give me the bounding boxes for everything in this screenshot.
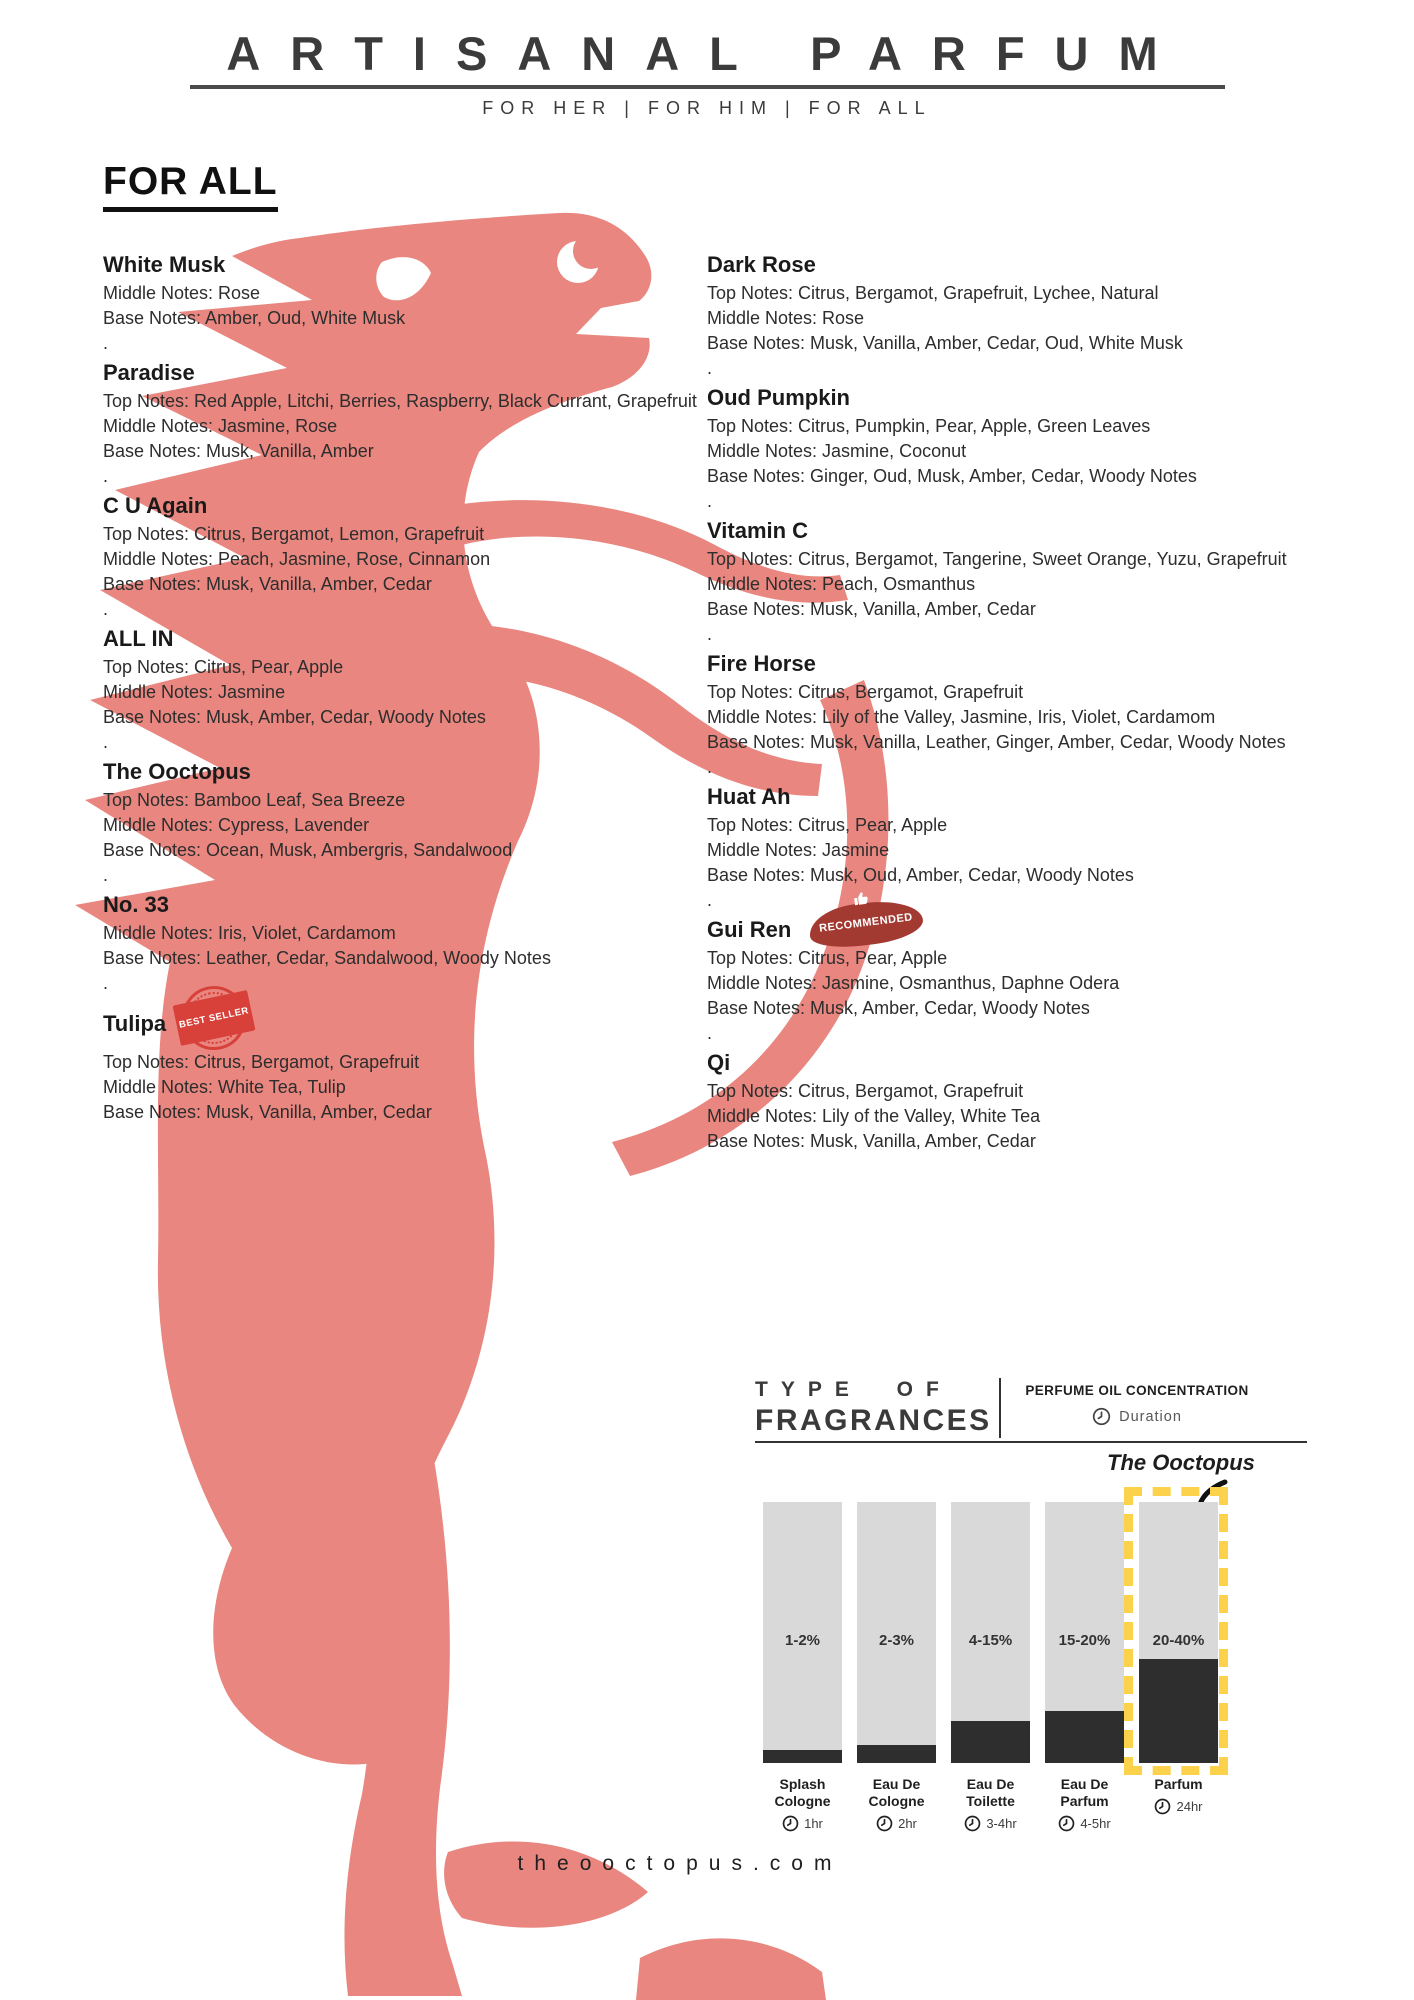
- note-line: Base Notes: Musk, Oud, Amber, Cedar, Woody Notes: [707, 865, 1134, 885]
- note-line: Base Notes: Leather, Cedar, Sandalwood, Woody Notes: [103, 948, 551, 968]
- note-line: Top Notes: Citrus, Pear, Apple: [103, 657, 344, 677]
- duration-value: 1hr: [804, 1816, 823, 1831]
- note-line: Middle Notes: Peach, Jasmine, Rose, Cinnamon: [103, 549, 491, 569]
- label-eau-de-cologne: [857, 1776, 936, 1832]
- perfume-name: ALL IN: [103, 626, 174, 651]
- entry-separator: .: [103, 599, 109, 619]
- entry-separator: .: [707, 1023, 713, 1043]
- note-line: Top Notes: Citrus, Bergamot, Grapefruit: [103, 1052, 420, 1072]
- concentration-label: 2-3%: [878, 1632, 915, 1649]
- recommended-badge-label: RECOMMENDED: [818, 910, 914, 935]
- category-name: Eau De Parfum: [1060, 1776, 1109, 1809]
- legend-duration: [1017, 1407, 1257, 1426]
- category-name: Eau De Cologne: [868, 1776, 925, 1809]
- entry-separator: .: [103, 732, 109, 752]
- entry-separator: .: [103, 865, 109, 885]
- section-title-for-all: FOR ALL: [103, 160, 278, 212]
- concentration-label: 20-40%: [1152, 1632, 1205, 1649]
- perfume-entry-c-u-again: [103, 489, 699, 622]
- note-line: Base Notes: Musk, Vanilla, Leather, Ginger, Amber, Cedar, Woody Notes: [707, 732, 1286, 752]
- legend-block: [1017, 1378, 1257, 1426]
- header: [0, 26, 1414, 119]
- perfume-name: Paradise: [103, 360, 195, 385]
- perfume-name: Vitamin C: [707, 518, 809, 543]
- chart-title: [755, 1378, 993, 1438]
- perfume-name: Fire Horse: [707, 651, 816, 676]
- perfume-entry-fire-horse: [707, 647, 1313, 780]
- entry-separator: .: [707, 358, 713, 378]
- perfume-entry-tulipa: [103, 996, 699, 1125]
- perfume-entry-the-ooctopus: [103, 755, 699, 888]
- note-line: Base Notes: Amber, Oud, White Musk: [103, 308, 406, 328]
- note-line: Middle Notes: White Tea, Tulip: [103, 1077, 346, 1097]
- bar-eau-de-cologne: [857, 1502, 936, 1763]
- duration-value: 24hr: [1176, 1799, 1203, 1814]
- note-line: Base Notes: Musk, Vanilla, Amber, Cedar: [707, 1131, 1036, 1151]
- clock-icon: [1058, 1815, 1075, 1832]
- category-name: Eau De Toilette: [966, 1776, 1015, 1809]
- clock-icon: [1154, 1798, 1171, 1815]
- label-parfum: [1139, 1776, 1218, 1832]
- fragrance-type-chart: [755, 1378, 1325, 1890]
- page-title: ARTISANAL PARFUM: [226, 27, 1188, 80]
- label-eau-de-toilette: [951, 1776, 1030, 1832]
- chart-title-line2: FRAGRANCES: [755, 1404, 992, 1437]
- bar-splash-cologne: [763, 1502, 842, 1763]
- perfume-name: The Ooctopus: [103, 759, 251, 784]
- perfume-name: Dark Rose: [707, 252, 816, 277]
- bar-eau-de-toilette: [951, 1502, 1030, 1763]
- note-line: Middle Notes: Peach, Osmanthus: [707, 574, 976, 594]
- label-splash-cologne: [763, 1776, 842, 1832]
- duration-row: [857, 1815, 936, 1832]
- perfume-column-left: [103, 248, 699, 1125]
- entry-separator: .: [707, 757, 713, 777]
- perfume-entry-qi: [707, 1046, 1313, 1154]
- perfume-entry-white-musk: [103, 248, 699, 356]
- perfume-name: Tulipa: [103, 1010, 167, 1036]
- website-url: theooctopus.com: [517, 1852, 843, 1875]
- perfume-entry-no-33: [103, 888, 699, 996]
- chart-header: [755, 1378, 1325, 1438]
- perfume-name: White Musk: [103, 252, 226, 277]
- note-line: Top Notes: Citrus, Bergamot, Lemon, Grapefruit: [103, 524, 485, 544]
- bar-fill: [763, 1750, 842, 1763]
- concentration-label: 1-2%: [784, 1632, 821, 1649]
- concentration-label: 4-15%: [968, 1632, 1013, 1649]
- clock-icon: [876, 1815, 893, 1832]
- note-line: Top Notes: Citrus, Bergamot, Grapefruit, Lychee, Natural: [707, 283, 1159, 303]
- perfume-entry-vitamin-c: [707, 514, 1313, 647]
- category-name: Parfum: [1154, 1776, 1203, 1792]
- note-line: Top Notes: Red Apple, Litchi, Berries, Raspberry, Black Currant, Grapefruit: [103, 391, 697, 411]
- note-line: Middle Notes: Jasmine, Coconut: [707, 441, 967, 461]
- bar-group: [763, 1502, 1218, 1763]
- clock-icon: [964, 1815, 981, 1832]
- best-seller-badge-label: BEST SELLER: [173, 990, 256, 1046]
- entry-separator: .: [103, 466, 109, 486]
- perfume-name: Oud Pumpkin: [707, 385, 850, 410]
- perfume-entry-paradise: [103, 356, 699, 489]
- note-line: Top Notes: Citrus, Pumpkin, Pear, Apple, Green Leaves: [707, 416, 1151, 436]
- chart-rule: [755, 1441, 1307, 1443]
- perfume-name: Huat Ah: [707, 784, 791, 809]
- note-line: Middle Notes: Jasmine, Rose: [103, 416, 338, 436]
- note-line: Base Notes: Ginger, Oud, Musk, Amber, Cedar, Woody Notes: [707, 466, 1197, 486]
- perfume-entry-all-in: [103, 622, 699, 755]
- note-line: Base Notes: Ocean, Musk, Ambergris, Sandalwood: [103, 840, 513, 860]
- duration-row: [763, 1815, 842, 1832]
- note-line: Base Notes: Musk, Vanilla, Amber, Cedar, Oud, White Musk: [707, 333, 1183, 353]
- entry-separator: .: [103, 973, 109, 993]
- perfume-name: Qi: [707, 1050, 731, 1075]
- label-eau-de-parfum: [1045, 1776, 1124, 1832]
- duration-value: 2hr: [898, 1816, 917, 1831]
- note-line: Top Notes: Citrus, Bergamot, Grapefruit: [707, 1081, 1024, 1101]
- note-line: Top Notes: Bamboo Leaf, Sea Breeze: [103, 790, 406, 810]
- duration-row: [1045, 1815, 1124, 1832]
- perfume-entry-huat-ah: [707, 780, 1313, 913]
- legend-title: PERFUME OIL CONCENTRATION: [1025, 1383, 1249, 1398]
- bar-eau-de-parfum: [1045, 1502, 1124, 1763]
- chart-annotation: The Ooctopus: [1107, 1450, 1255, 1475]
- note-line: Middle Notes: Cypress, Lavender: [103, 815, 370, 835]
- note-line: Base Notes: Musk, Vanilla, Amber, Cedar: [707, 599, 1036, 619]
- perfume-entry-oud-pumpkin: [707, 381, 1313, 514]
- note-line: Base Notes: Musk, Vanilla, Amber, Cedar: [103, 574, 432, 594]
- note-line: Top Notes: Citrus, Pear, Apple: [707, 948, 948, 968]
- clock-icon: [1092, 1407, 1111, 1426]
- bar-fill: [1045, 1711, 1124, 1763]
- duration-row: [1139, 1798, 1218, 1815]
- page-subtitle: FOR HER | FOR HIM | FOR ALL: [482, 98, 932, 118]
- concentration-label: 15-20%: [1058, 1632, 1111, 1649]
- bar-parfum: [1139, 1502, 1218, 1763]
- clock-icon: [782, 1815, 799, 1832]
- perfume-name: Gui Ren: [707, 917, 792, 942]
- note-line: Top Notes: Citrus, Pear, Apple: [707, 815, 948, 835]
- note-line: Base Notes: Musk, Amber, Cedar, Woody Notes: [707, 998, 1090, 1018]
- perfume-name: No. 33: [103, 892, 170, 917]
- note-line: Top Notes: Citrus, Bergamot, Tangerine, Sweet Orange, Yuzu, Grapefruit: [707, 549, 1287, 569]
- category-name: Splash Cologne: [774, 1776, 831, 1809]
- entry-separator: .: [103, 333, 109, 353]
- note-line: Top Notes: Citrus, Bergamot, Grapefruit: [707, 682, 1024, 702]
- legend-duration-label: Duration: [1119, 1408, 1182, 1425]
- note-line: Base Notes: Musk, Amber, Cedar, Woody Notes: [103, 707, 486, 727]
- perfume-entry-dark-rose: [707, 248, 1313, 381]
- note-line: Middle Notes: Rose: [707, 308, 865, 328]
- entry-separator: .: [707, 624, 713, 644]
- note-line: Base Notes: Musk, Vanilla, Amber, Cedar: [103, 1102, 432, 1122]
- title-underline: [190, 85, 1225, 89]
- note-line: Middle Notes: Rose: [103, 283, 261, 303]
- entry-separator: .: [707, 890, 713, 910]
- note-line: Middle Notes: Lily of the Valley, Jasmine, Iris, Violet, Cardamom: [707, 707, 1216, 727]
- note-line: Middle Notes: Lily of the Valley, White Tea: [707, 1106, 1041, 1126]
- chart-title-line1: TYPE OF: [755, 1378, 952, 1401]
- perfume-name: C U Again: [103, 493, 208, 518]
- bar-labels: [763, 1776, 1218, 1832]
- bar-fill: [1139, 1659, 1218, 1763]
- note-line: Middle Notes: Iris, Violet, Cardamom: [103, 923, 396, 943]
- duration-value: 4-5hr: [1080, 1816, 1111, 1831]
- entry-separator: .: [707, 491, 713, 511]
- note-line: Middle Notes: Jasmine: [103, 682, 286, 702]
- bar-fill: [857, 1745, 936, 1763]
- bar-fill: [951, 1721, 1030, 1763]
- duration-row: [951, 1815, 1030, 1832]
- note-line: Middle Notes: Jasmine: [707, 840, 890, 860]
- perfume-column-right: [707, 248, 1313, 1154]
- perfume-entry-gui-ren: [707, 910, 1313, 1046]
- thumbs-up-icon: [853, 890, 871, 906]
- note-line: Base Notes: Musk, Vanilla, Amber: [103, 441, 374, 461]
- duration-value: 3-4hr: [986, 1816, 1017, 1831]
- header-divider: [999, 1378, 1001, 1438]
- note-line: Middle Notes: Jasmine, Osmanthus, Daphne Odera: [707, 973, 1120, 993]
